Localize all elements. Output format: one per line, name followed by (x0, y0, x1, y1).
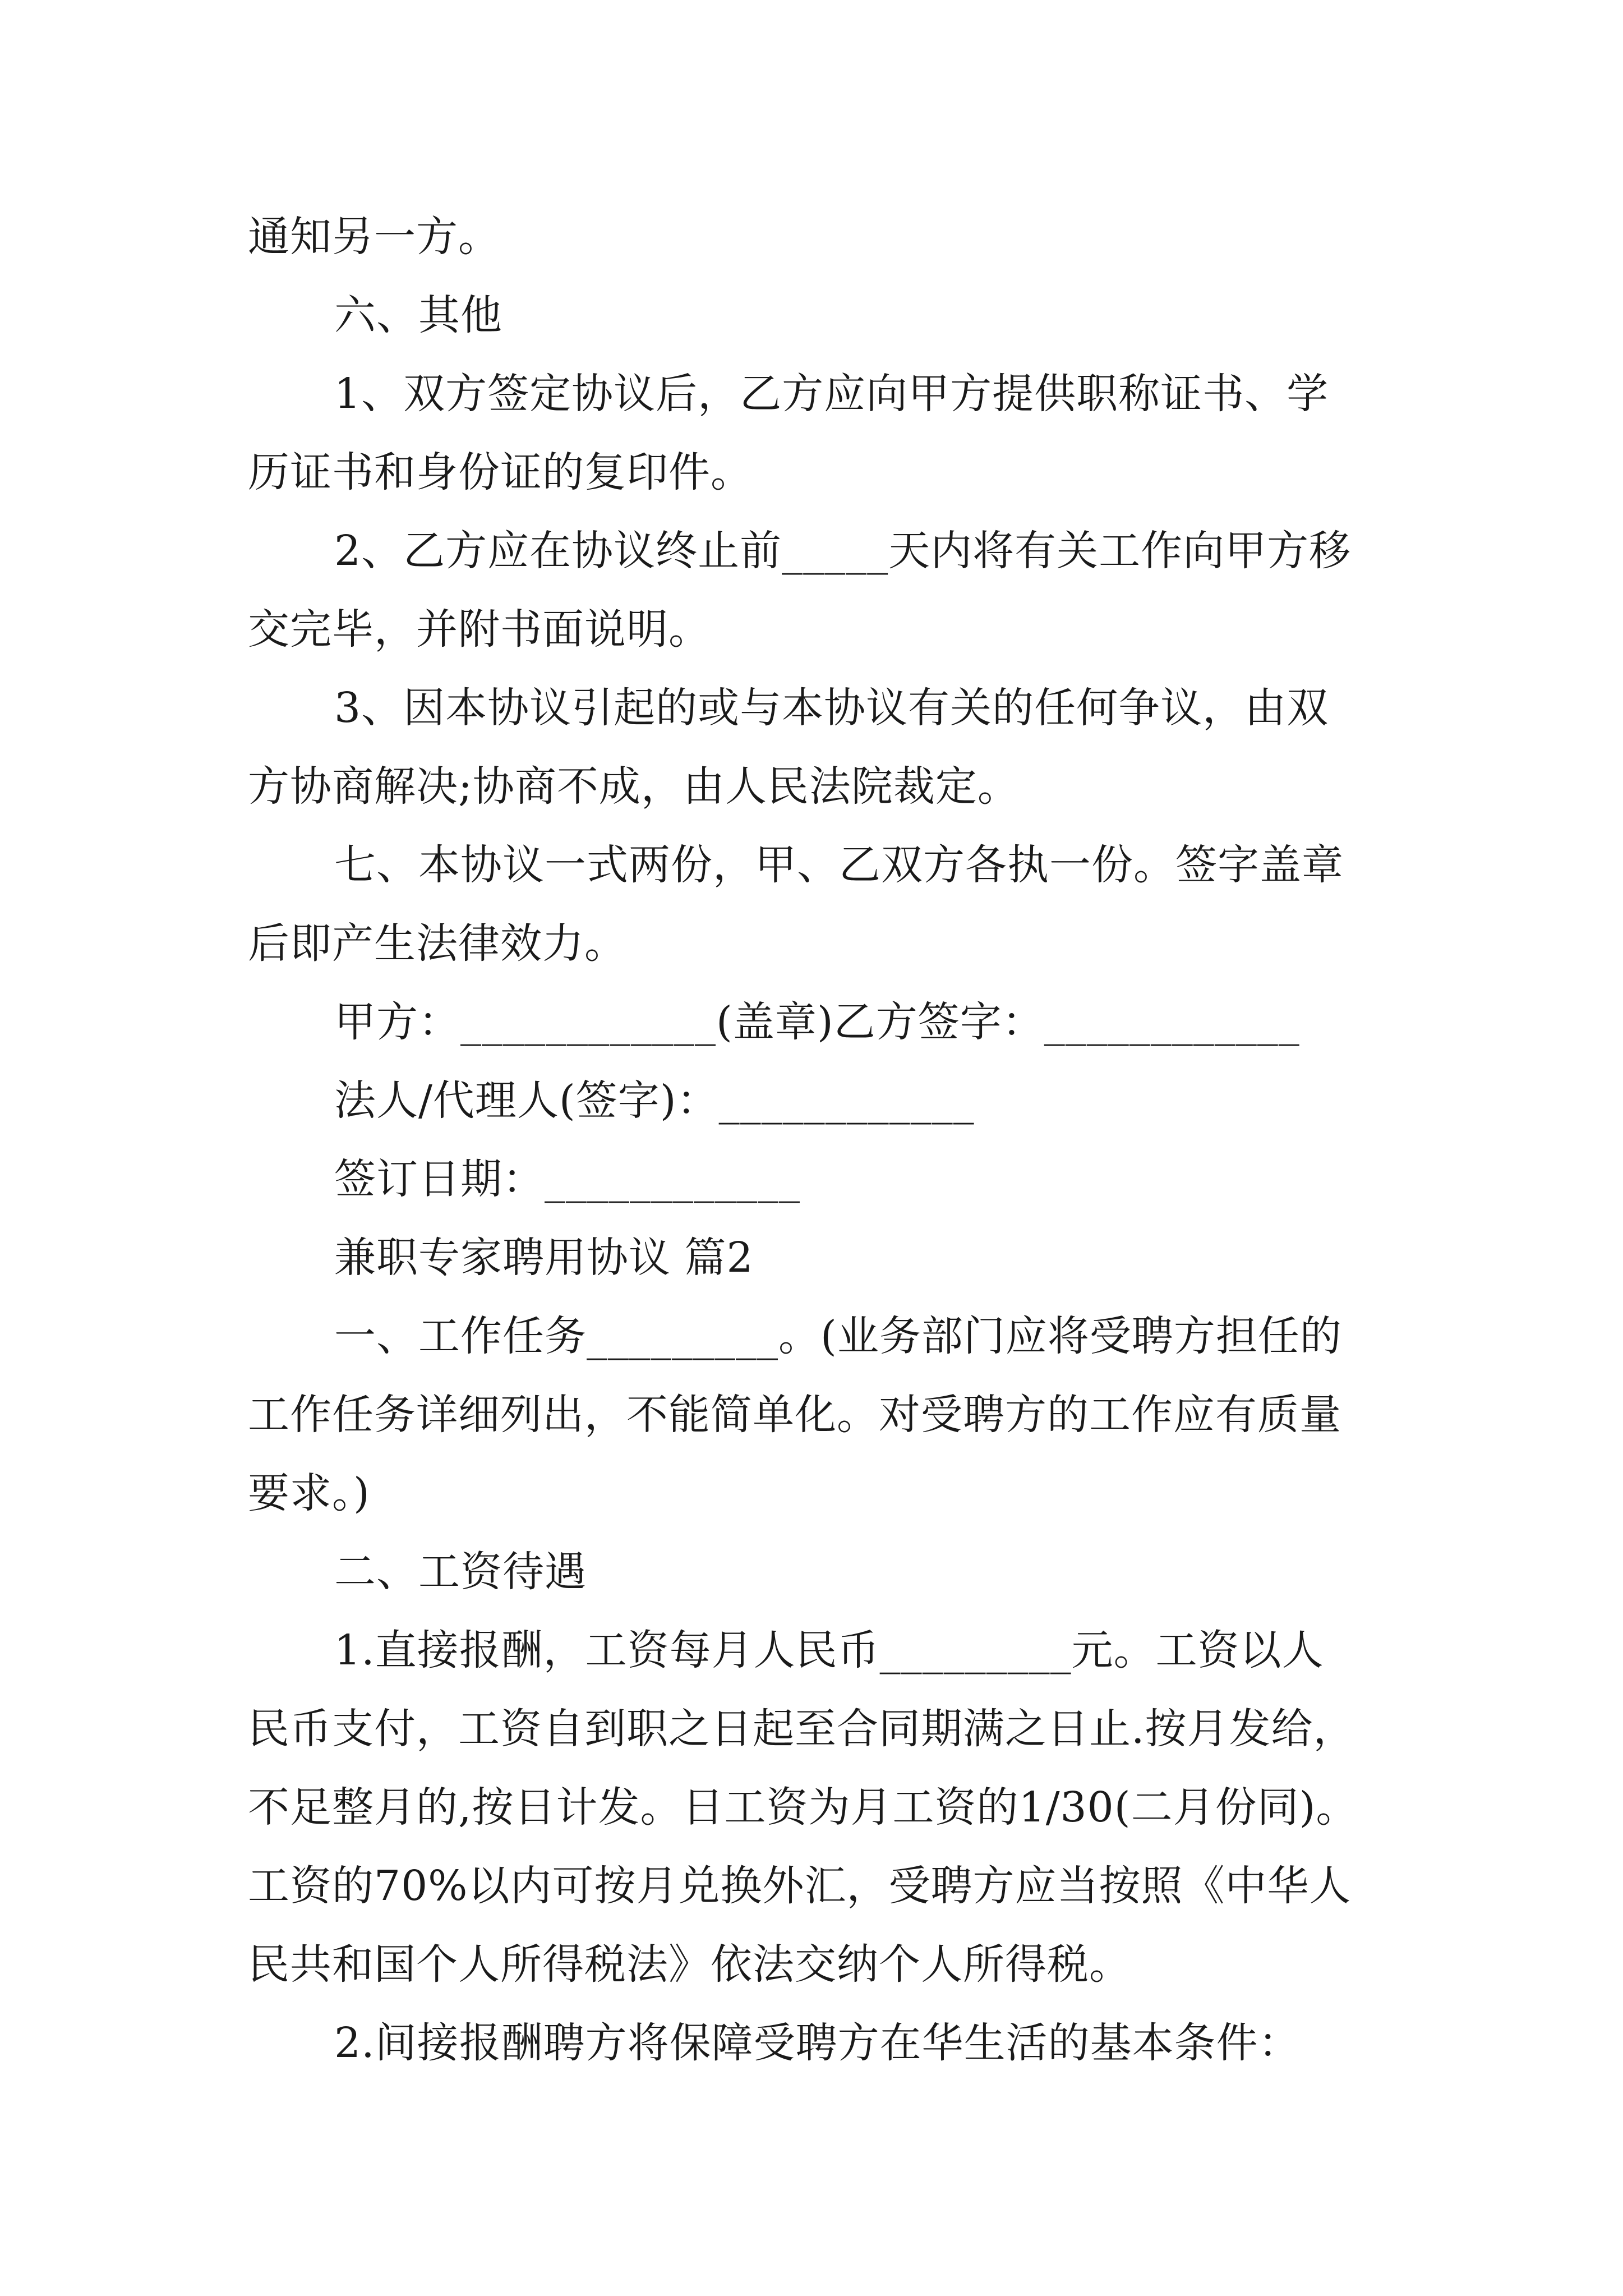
text-line: 3、因本协议引起的或与本协议有关的任何争议，由双 (334, 684, 1329, 732)
signing-date-line: 签订日期：____________ (334, 1155, 800, 1203)
text-line: 2.间接报酬聘方将保障受聘方在华生活的基本条件： (334, 2019, 1301, 2067)
text-line: 通知另一方。 (248, 213, 500, 261)
section-heading-salary: 二、工资待遇 (334, 1548, 587, 1596)
text-line: 一、工作任务_________。(业务部门应将受聘方担任的 (334, 1312, 1342, 1360)
text-line: 要求。) (248, 1469, 370, 1517)
signature-line-representative: 法人/代理人(签字)：____________ (334, 1076, 975, 1125)
text-line: 方协商解决;协商不成，由人民法院裁定。 (248, 762, 1020, 811)
text-line: 交完毕，并附书面说明。 (248, 605, 711, 654)
document-title-part2: 兼职专家聘用协议 篇2 (334, 1234, 754, 1282)
section-heading-other: 六、其他 (334, 291, 502, 339)
text-line: 2、乙方应在协议终止前_____天内将有关工作向甲方移 (334, 527, 1352, 575)
text-line: 1、双方签定协议后，乙方应向甲方提供职称证书、学 (334, 370, 1329, 418)
text-line: 工作任务详细列出，不能简单化。对受聘方的工作应有质量 (248, 1391, 1341, 1439)
signature-line-parties: 甲方：____________(盖章)乙方签字：____________ (334, 998, 1300, 1046)
text-line: 后即产生法律效力。 (248, 919, 626, 968)
text-line: 不足整月的,按日计发。日工资为月工资的1/30(二月份同)。 (248, 1783, 1358, 1832)
text-line: 1.直接报酬，工资每月人民币_________元。工资以人 (334, 1626, 1324, 1674)
text-line: 七、本协议一式两份，甲、乙双方各执一份。签字盖章 (334, 841, 1344, 889)
text-line: 民币支付，工资自到职之日起至合同期满之日止.按月发给， (248, 1705, 1355, 1753)
text-line: 民共和国个人所得税法》依法交纳个人所得税。 (248, 1940, 1131, 1989)
text-line: 工资的70%以内可按月兑换外汇，受聘方应当按照《中华人 (248, 1862, 1352, 1910)
text-line: 历证书和身份证的复印件。 (248, 448, 753, 496)
